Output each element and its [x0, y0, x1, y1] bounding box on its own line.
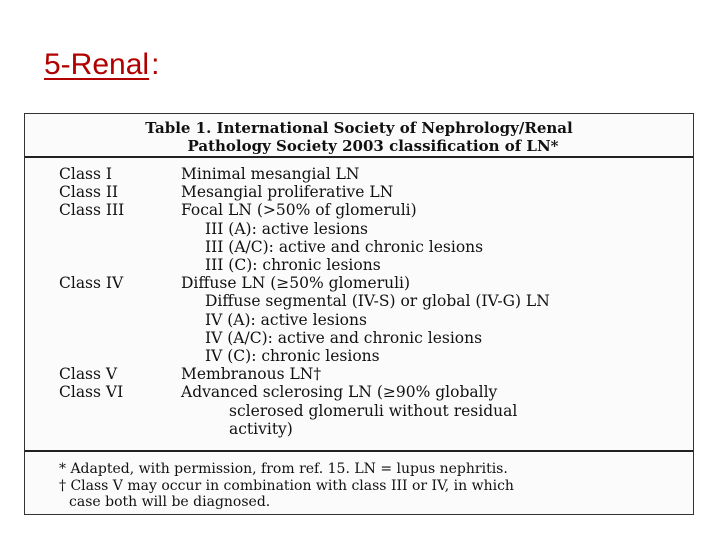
table-row [25, 329, 693, 347]
table-row [25, 183, 693, 201]
table-row [25, 165, 693, 183]
class-description: Diffuse LN (≥50% glomeruli) [181, 274, 411, 293]
table-row [25, 238, 693, 256]
table-caption-line1: Table 1. International Society of Nephrology/Renal [145, 119, 573, 137]
footnote-class-v-line1: † Class V may occur in combination with class III or IV, in which [59, 477, 514, 494]
table-caption [25, 114, 693, 158]
class-description: IV (C): chronic lesions [205, 347, 380, 365]
table-row [25, 347, 693, 365]
class-description: III (A/C): active and chronic lesions [205, 237, 484, 256]
footnote-adapted: * Adapted, with permission, from ref. 15. LN = lupus nephritis. [59, 461, 508, 477]
table-row [25, 311, 693, 329]
class-description: IV (A): active lesions [205, 310, 367, 329]
class-label: Class II [59, 183, 119, 202]
class-label: Class VI [59, 383, 124, 402]
table-row [25, 256, 693, 274]
class-description: IV (A/C): active and chronic lesions [205, 328, 483, 347]
class-label: Class III [59, 201, 125, 220]
class-description: Focal LN (>50% of glomeruli) [181, 201, 417, 220]
table-row [25, 292, 693, 310]
classification-table-image [24, 113, 694, 515]
table-body [25, 165, 693, 450]
class-label: Class I [59, 165, 113, 183]
class-label: Class IV [59, 274, 124, 293]
footnote-class-v-line2: case both will be diagnosed. [69, 494, 271, 510]
class-label: Class V [59, 365, 118, 384]
table-row [25, 220, 693, 238]
class-description: Advanced sclerosing LN (≥90% globally [181, 383, 498, 402]
slide-title-colon: : [151, 48, 160, 81]
class-description: activity) [229, 419, 293, 438]
class-description: sclerosed glomeruli without residual [229, 401, 518, 420]
table-row [25, 383, 693, 401]
class-description: Minimal mesangial LN [181, 165, 360, 183]
slide-title [44, 50, 159, 80]
class-description: III (A): active lesions [205, 219, 369, 238]
table-row [25, 365, 693, 383]
table-row [25, 402, 693, 420]
class-description: Diffuse segmental (IV-S) or global (IV-G) LN [205, 292, 550, 311]
table-footnotes [25, 450, 693, 514]
class-description: III (C): chronic lesions [205, 256, 381, 274]
class-description: Membranous LN† [181, 365, 322, 384]
table-row [25, 420, 693, 438]
slide-title-text: 5-Renal [44, 48, 150, 81]
class-description: Mesangial proliferative LN [181, 183, 394, 202]
table-caption-line2: Pathology Society 2003 classification of LN* [187, 137, 559, 155]
table-row [25, 274, 693, 292]
table-row [25, 201, 693, 219]
